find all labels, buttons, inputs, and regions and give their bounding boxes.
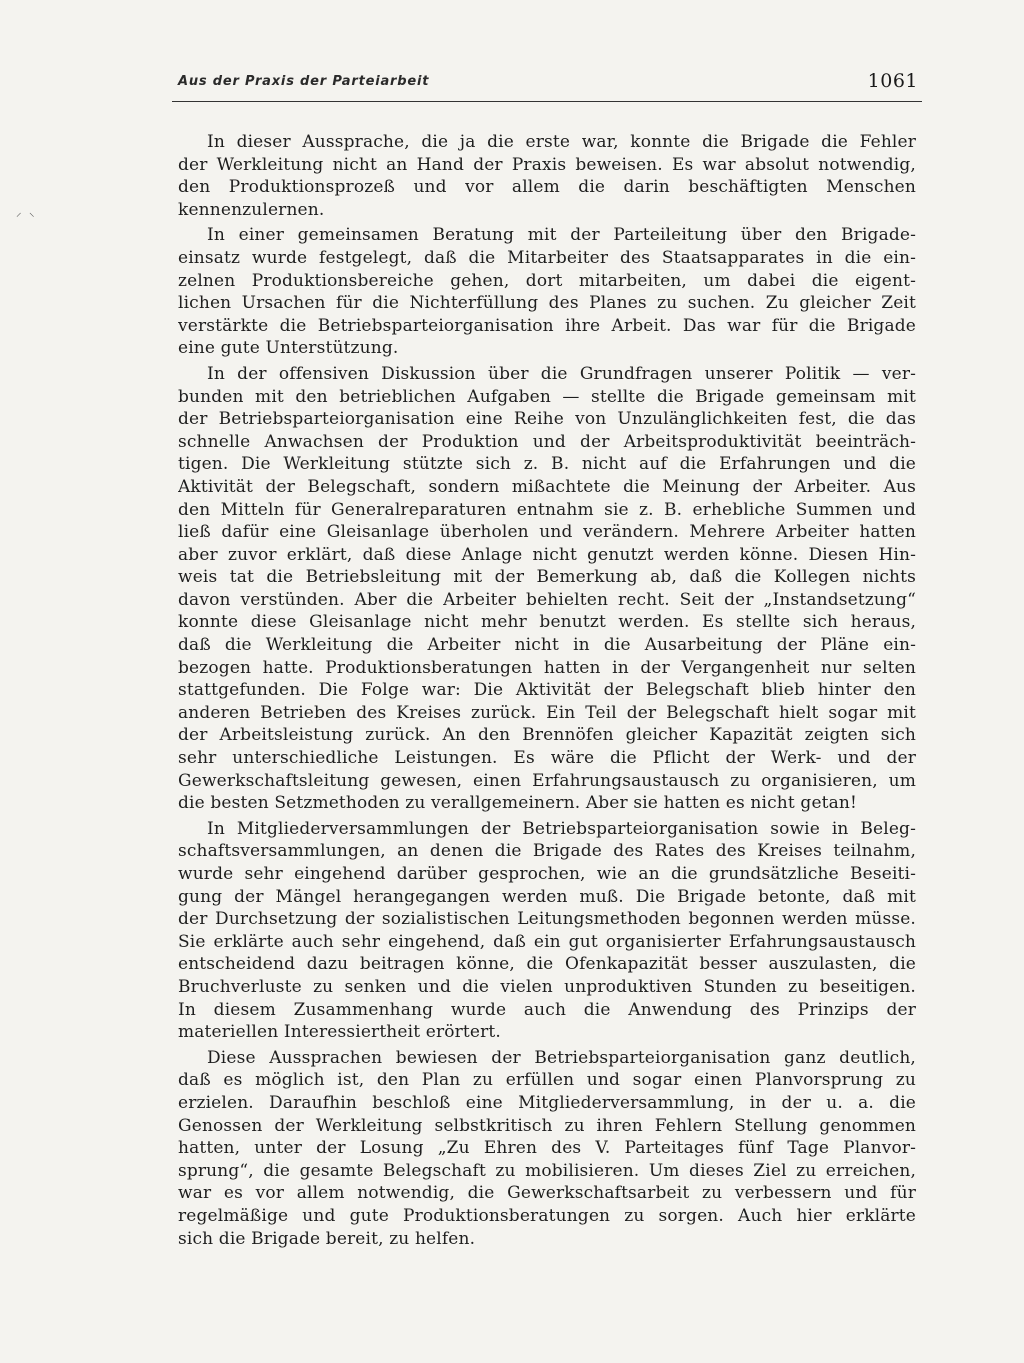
text-line: gung der Mängel herangegangen werden muß. Die Brigade betonte, daß mit [178,886,916,907]
text-line: In der offensiven Diskussion über die Grundfragen unserer Politik — ver- [207,363,916,384]
text-line: sich die Brigade bereit, zu helfen. [178,1228,476,1249]
margin-marks: ⸝ ⸜ [16,206,37,219]
text-line: In diesem Zusammenhang wurde auch die Anwendung des Prinzips der [178,999,916,1020]
text-line: kennenzulernen. [178,199,325,220]
text-line: war es vor allem notwendig, die Gewerkschaftsarbeit zu verbessern und für [178,1183,916,1204]
text-line: der Werkleitung nicht an Hand der Praxis beweisen. Es war absolut notwendig, [178,154,916,175]
text-line: Bruchverluste zu senken und die vielen unproduktiven Stunden zu beseitigen. [178,976,916,997]
text-line: konnte diese Gleisanlage nicht mehr benutzt werden. Es stellte sich heraus, [178,612,916,633]
paragraph [178,1047,916,1250]
running-head: Aus der Praxis der Parteiarbeit [178,74,430,89]
paragraph [178,224,916,360]
text-line: Aktivität der Belegschaft, sondern mißachtete die Meinung der Arbeiter. Aus [178,476,916,497]
text-line: aber zuvor erklärt, daß diese Anlage nicht genutzt werden könne. Diesen Hin- [178,544,916,565]
text-line: einsatz wurde festgelegt, daß die Mitarbeiter des Staatsapparates in die ein- [178,247,916,268]
paragraph [178,131,916,221]
page-number: 1061 [867,70,918,92]
text-line: In dieser Aussprache, die ja die erste war, konnte die Brigade die Fehler [207,132,916,152]
text-line: wurde sehr eingehend darüber gesprochen, wie an die grundsätzliche Beseiti- [178,864,916,884]
text-line: daß es möglich ist, den Plan zu erfüllen und sogar einen Planvorsprung zu [178,1070,916,1091]
text-line: der Durchsetzung der sozialistischen Leitungsmethoden begonnen werden müsse. [178,909,916,930]
text-line: eine gute Unterstützung. [178,338,399,359]
text-line: daß die Werkleitung die Arbeiter nicht in die Ausarbeitung der Pläne ein- [178,635,916,656]
text-line: der Arbeitsleistung zurück. An den Brennöfen gleicher Kapazität zeigten sich [178,725,916,746]
text-line: die besten Setzmethoden zu verallgemeinern. Aber sie hatten es nicht getan! [178,793,857,814]
text-line: Gewerkschaftsleitung gewesen, einen Erfahrungsaustausch zu organisieren, um [178,770,916,791]
text-line: ließ dafür eine Gleisanlage überholen und verändern. Mehrere Arbeiter hatten [178,522,916,543]
text-line: anderen Betrieben des Kreises zurück. Ein Teil der Belegschaft hielt sogar mit [178,702,916,723]
text-line: bunden mit den betrieblichen Aufgaben — stellte die Brigade gemeinsam mit [178,386,916,407]
text-line: regelmäßige und gute Produktionsberatungen zu sorgen. Auch hier erklärte [178,1205,916,1226]
text-line: den Mitteln für Generalreparaturen entnahm sie z. B. erhebliche Summen und [178,499,916,520]
text-line: stattgefunden. Die Folge war: Die Aktivität der Belegschaft blieb hinter den [178,680,916,701]
text-line: Sie erklärte auch sehr eingehend, daß ein gut organisierter Erfahrungsaustausch [178,931,916,952]
text-line: davon verstünden. Aber die Arbeiter behielten recht. Seit der „Instandsetzung“ [178,589,916,610]
text-line: tigen. Die Werkleitung stützte sich z. B. nicht auf die Erfahrungen und die [178,454,916,475]
text-line: In Mitgliederversammlungen der Betriebsparteiorganisation sowie in Beleg- [207,818,916,839]
paragraph [178,363,916,815]
text-line: Diese Aussprachen bewiesen der Betriebsparteiorganisation ganz deutlich, [207,1047,916,1068]
text-line: entscheidend dazu beitragen könne, die Ofenkapazität besser auszulasten, die [178,954,916,975]
paragraph [178,818,916,1044]
text-line: lichen Ursachen für die Nichterfüllung des Planes zu suchen. Zu gleicher Zeit [178,293,916,314]
text-line: erzielen. Daraufhin beschloß eine Mitgliederversammlung, in der u. a. die [178,1092,916,1113]
text-line: materiellen Interessiertheit erörtert. [178,1022,501,1043]
text-line: schaftsversammlungen, an denen die Brigade des Rates des Kreises teilnahm, [178,841,916,862]
text-line: In einer gemeinsamen Beratung mit der Parteileitung über den Brigade- [207,225,916,246]
text-line: sehr unterschiedliche Leistungen. Es wäre die Pflicht der Werk- und der [178,748,916,769]
text-line: sprung“, die gesamte Belegschaft zu mobilisieren. Um dieses Ziel zu erreichen, [178,1160,916,1181]
body-text [178,131,916,1250]
text-line: den Produktionsprozeß und vor allem die darin beschäftigten Menschen [178,177,916,198]
text-line: hatten, unter der Losung „Zu Ehren des V. Parteitages fünf Tage Planvor- [178,1138,916,1159]
text-line: zelnen Produktionsbereiche gehen, dort mitarbeiten, um dabei die eigent- [178,270,916,291]
page-header [172,70,922,104]
header-rule [172,101,922,102]
text-line: schnelle Anwachsen der Produktion und der Arbeitsproduktivität beeinträch- [178,431,916,452]
text-line: Genossen der Werkleitung selbstkritisch zu ihren Fehlern Stellung genommen [178,1115,916,1136]
text-line: bezogen hatte. Produktionsberatungen hatten in der Vergangenheit nur selten [178,657,916,678]
text-line: weis tat die Betriebsleitung mit der Bemerkung ab, daß die Kollegen nichts [178,567,916,588]
text-line: verstärkte die Betriebsparteiorganisation ihre Arbeit. Das war für die Brigade [178,315,916,336]
text-line: der Betriebsparteiorganisation eine Reihe von Unzulänglichkeiten fest, die das [178,409,916,430]
